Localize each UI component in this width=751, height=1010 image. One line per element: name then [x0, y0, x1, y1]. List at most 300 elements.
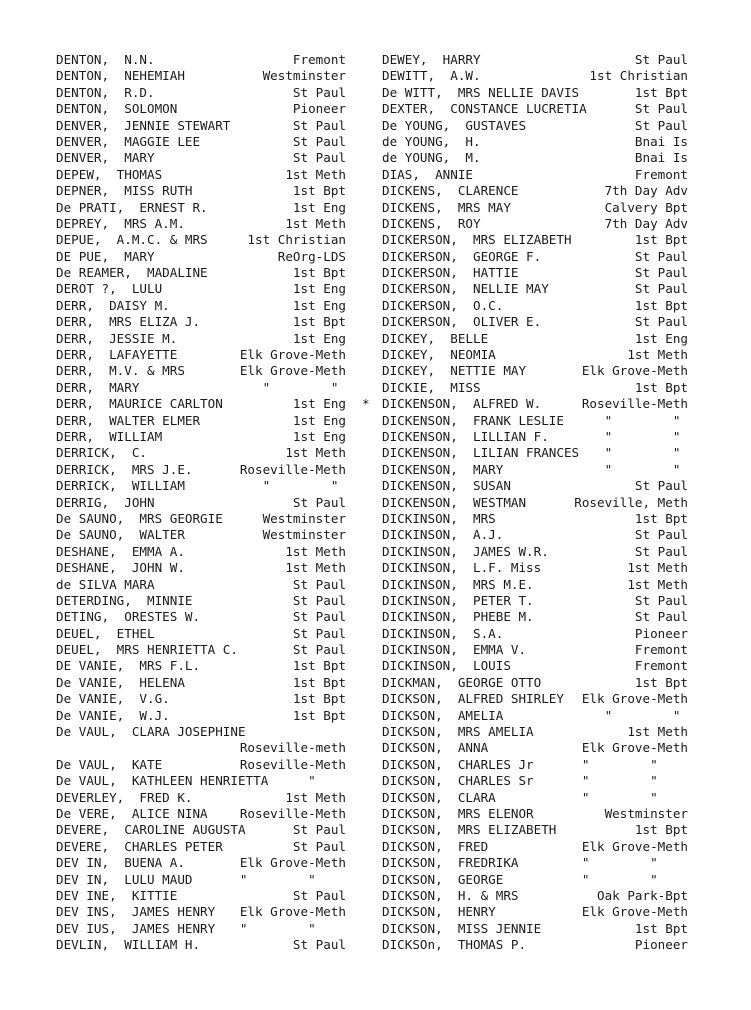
entry-name: DEPEW, THOMAS [56, 166, 163, 182]
directory-entry [382, 52, 688, 68]
directory-entry [56, 822, 346, 838]
entry-church: St Paul [634, 281, 688, 297]
directory-entry [56, 445, 346, 461]
entry-church: Elk Grove-Meth [581, 904, 688, 920]
entry-name: DEVLIN, WILLIAM H. [56, 937, 201, 953]
directory-entry [56, 544, 346, 560]
entry-church: Fremont [634, 658, 688, 674]
entry-church: 1st Bpt [292, 183, 346, 199]
entry-church: 1st Meth [285, 215, 346, 231]
directory-entry [56, 298, 346, 314]
entry-marker: * [362, 396, 370, 412]
directory-entry [382, 839, 688, 855]
directory-entry [382, 101, 688, 117]
entry-name: DEROT ?, LULU [56, 281, 163, 297]
entry-church: ReOrg-LDS [277, 248, 346, 264]
directory-entry [382, 593, 688, 609]
entry-church: Fremont [634, 642, 688, 658]
entry-church: Bnai Is [634, 150, 688, 166]
entry-name: DEV IN, BUENA A. [56, 855, 185, 871]
entry-church: " " [604, 707, 688, 723]
entry-church: " " [581, 756, 688, 772]
entry-name: De VAUL, KATHLEEN HENRIETTA [56, 773, 269, 789]
entry-name: DICKINSON, A.J. [382, 527, 504, 543]
entry-church: St Paul [292, 609, 346, 625]
entry-name: DICKENS, MRS MAY [382, 199, 511, 215]
entry-church: 1st Bpt [634, 510, 688, 526]
directory-entry [56, 216, 346, 232]
entry-name: DEWEY, HARRY [382, 52, 481, 67]
directory-entry [56, 118, 346, 134]
entry-church: 1st Bpt [634, 297, 688, 313]
directory-entry [382, 150, 688, 166]
directory-entry [382, 200, 688, 216]
directory-entry [382, 527, 688, 543]
entry-church: " " [604, 461, 688, 477]
entry-name: DICKSON, MISS JENNIE [382, 920, 542, 936]
directory-entry [56, 495, 346, 511]
entry-church: 1st Bpt [634, 822, 688, 838]
directory-entry [382, 609, 688, 625]
entry-name: DIAS, ANNIE [382, 166, 473, 182]
entry-church: Elk Grove-Meth [239, 347, 346, 363]
directory-entry [56, 560, 346, 576]
entry-church: St Paul [292, 887, 346, 903]
directory-entry [382, 249, 688, 265]
entry-name: DERR, MAURICE CARLTON [56, 396, 223, 412]
entry-church: Roseville-Meth [239, 805, 346, 821]
entry-name: DICKENSON, MARY [382, 461, 504, 477]
entry-church: 1st Bpt [292, 265, 346, 281]
entry-name: DICKSON, GEORGE [382, 871, 504, 887]
directory-entry [56, 527, 346, 543]
entry-name: De VAUL, KATE [56, 756, 163, 772]
entry-church: 1st Christian [247, 232, 346, 248]
directory-entry [382, 413, 688, 429]
entry-church: St Paul [292, 937, 346, 953]
entry-name: DICKENSON, LILLIAN F. [382, 428, 549, 444]
entry-church: " " [604, 445, 688, 461]
entry-church: Oak Park-Bpt [597, 887, 688, 903]
entry-church: Westminster [262, 68, 346, 84]
entry-name: DE PUE, MARY [56, 248, 155, 264]
directory-entry [56, 904, 346, 920]
entry-name: DICKSON, FREDRIKA [382, 855, 519, 871]
entry-name: DICKINSON, L.F. Miss [382, 560, 542, 576]
entry-church: 1st Meth [627, 724, 688, 740]
entry-name: DEUEL, MRS HENRIETTA C. [56, 642, 238, 658]
entry-name: DICKENSON, ALFRED W. [382, 396, 542, 412]
directory-entry [382, 167, 688, 183]
entry-name: DICKINSON, EMMA V. [382, 642, 527, 658]
directory-entry [56, 462, 346, 478]
entry-name: DERR, WALTER ELMER [56, 412, 201, 428]
entry-church: " " [262, 478, 346, 494]
entry-church: " " [581, 789, 688, 805]
entry-church: 1st Meth [285, 789, 346, 805]
directory-entry [382, 806, 688, 822]
directory-entry [56, 396, 346, 412]
directory-entry [56, 347, 346, 363]
directory-entry [382, 757, 688, 773]
entry-name: DICKERSON, O.C. [382, 297, 504, 313]
entry-name: DICKMAN, GEORGE OTTO [382, 674, 542, 690]
entry-church: 1st Bpt [634, 674, 688, 690]
directory-entry [56, 675, 346, 691]
entry-name: DICKSON, MRS ELIZABETH [382, 822, 557, 838]
directory-entry [382, 511, 688, 527]
entry-church: 1st Bpt [292, 707, 346, 723]
entry-name: DERR, LAFAYETTE [56, 347, 178, 363]
directory-entry [56, 52, 346, 68]
entry-church: Bnai Is [634, 133, 688, 149]
entry-name: DICKEY, NEOMIA [382, 347, 496, 363]
entry-church: Elk Grove-Meth [581, 691, 688, 707]
entry-name: DENTON, SOLOMON [56, 101, 178, 117]
entry-name: DEWITT, A.W. [382, 68, 481, 84]
entry-name: DICKSON, FRED [382, 838, 489, 854]
directory-entry [56, 921, 346, 937]
directory-entry [56, 609, 346, 625]
entry-church: 1st Eng [292, 412, 346, 428]
entry-church: " " [581, 855, 688, 871]
entry-name: DICKENSON, WESTMAN [382, 494, 527, 510]
directory-entry [56, 888, 346, 904]
entry-church: Roseville-Meth [581, 396, 688, 412]
entry-church: St Paul [292, 576, 346, 592]
directory-entry [56, 577, 346, 593]
directory-entry [56, 167, 346, 183]
entry-church: Roseville-meth [239, 740, 346, 756]
directory-entry [362, 396, 688, 412]
entry-name: DICKSON, CLARA [382, 789, 496, 805]
entry-name: DESHANE, JOHN W. [56, 560, 185, 576]
directory-entry [56, 757, 346, 773]
entry-name: de YOUNG, M. [382, 150, 481, 166]
directory-entry [56, 724, 346, 740]
directory-entry [382, 822, 688, 838]
entry-name: DESHANE, EMMA A. [56, 543, 185, 559]
entry-name: DENTON, N.N. [56, 52, 155, 67]
entry-name: DICKENSON, LILIAN FRANCES [382, 445, 580, 461]
directory-entry [56, 691, 346, 707]
directory-entry [56, 232, 346, 248]
directory-entry [56, 872, 346, 888]
directory-entry [56, 183, 346, 199]
directory-entry [56, 314, 346, 330]
entry-church: Elk Grove-Meth [581, 363, 688, 379]
entry-church: 1st Eng [292, 428, 346, 444]
entry-church: 7th Day Adv [604, 183, 688, 199]
entry-name: DICKINSON, JAMES W.R. [382, 543, 549, 559]
entry-name: DEV IUS, JAMES HENRY [56, 920, 216, 936]
entry-church: St Paul [634, 592, 688, 608]
entry-name: De VERE, ALICE NINA [56, 805, 208, 821]
directory-entry [382, 937, 688, 953]
entry-church: 1st Meth [285, 166, 346, 182]
entry-name: DICKINSON, LOUIS [382, 658, 511, 674]
entry-name: DEUEL, ETHEL [56, 625, 155, 641]
entry-church: 1st Bpt [634, 920, 688, 936]
directory-entry [56, 413, 346, 429]
entry-name: DICKSON, ALFRED SHIRLEY [382, 691, 564, 707]
entry-church: St Paul [292, 133, 346, 149]
directory-entry [56, 790, 346, 806]
entry-name: de YOUNG, H. [382, 133, 481, 149]
entry-church: " " [262, 379, 346, 395]
entry-name: De VANIE, W.J. [56, 707, 170, 723]
directory-entry [382, 626, 688, 642]
entry-name: DEV INS, JAMES HENRY [56, 904, 216, 920]
directory-entry [382, 888, 688, 904]
entry-church: 1st Bpt [292, 691, 346, 707]
entry-name: DICKENS, ROY [382, 215, 481, 231]
entry-church: Roseville-Meth [239, 756, 346, 772]
directory-entry [382, 429, 688, 445]
entry-church: 1st Bpt [634, 84, 688, 100]
entry-name: DICKSON, MRS ELENOR [382, 805, 534, 821]
left-column [56, 52, 346, 953]
directory-entry [56, 855, 346, 871]
directory-entry [56, 150, 346, 166]
directory-entry [382, 790, 688, 806]
entry-church: " " [581, 773, 688, 789]
directory-entry [382, 478, 688, 494]
directory-entry [382, 495, 688, 511]
right-column [362, 52, 688, 953]
entry-church: 1st Eng [634, 330, 688, 346]
entry-name: DEXTER, CONSTANCE LUCRETIA [382, 101, 587, 117]
entry-church: St Paul [292, 494, 346, 510]
entry-name: DERRICK, MRS J.E. [56, 461, 193, 477]
directory-entry [56, 708, 346, 724]
entry-name: De VAUL, CLARA JOSEPHINE [56, 724, 246, 740]
entry-church: 1st Bpt [292, 314, 346, 330]
directory-entry [382, 544, 688, 560]
entry-church: St Paul [634, 117, 688, 133]
entry-name: De REAMER, MADALINE [56, 265, 208, 281]
entry-name: DERR, M.V. & MRS [56, 363, 185, 379]
entry-church: St Paul [634, 314, 688, 330]
directory-entry [382, 298, 688, 314]
entry-name: DENTON, R.D. [56, 84, 155, 100]
entry-name: DEV INE, KITTIE [56, 887, 178, 903]
directory-entry [382, 691, 688, 707]
entry-church: 1st Eng [292, 199, 346, 215]
directory-entry [382, 773, 688, 789]
directory-entry [56, 773, 346, 789]
entry-name: DENVER, MAGGIE LEE [56, 133, 201, 149]
entry-name: De SAUNO, MRS GEORGIE [56, 510, 223, 526]
entry-church: Elk Grove-Meth [581, 740, 688, 756]
directory-entry [56, 85, 346, 101]
entry-name: DICKSOn, THOMAS P. [382, 937, 527, 953]
entry-name: De PRATI, ERNEST R. [56, 199, 208, 215]
entry-church: St Paul [634, 52, 688, 67]
directory-entry [56, 101, 346, 117]
entry-name: DERR, MRS ELIZA J. [56, 314, 201, 330]
entry-name: DEPREY, MRS A.M. [56, 215, 185, 231]
directory-entry [56, 593, 346, 609]
entry-name: DICKERSON, NELLIE MAY [382, 281, 549, 297]
entry-church: St Paul [292, 592, 346, 608]
entry-church: St Paul [292, 625, 346, 641]
directory-entry [382, 314, 688, 330]
entry-name: DERRIG, JOHN [56, 494, 155, 510]
entry-name: DERRICK, C. [56, 445, 147, 461]
entry-church: Calvery Bpt [604, 199, 688, 215]
entry-name: DICKSON, CHARLES Sr [382, 773, 534, 789]
entry-church: Elk Grove-Meth [239, 363, 346, 379]
directory-entry [56, 265, 346, 281]
directory-entry [56, 626, 346, 642]
entry-church: St Paul [634, 101, 688, 117]
directory-entry [382, 445, 688, 461]
entry-name: DERR, WILLIAM [56, 428, 163, 444]
directory-entry [382, 675, 688, 691]
directory-entry [56, 281, 346, 297]
entry-church: 1st Meth [285, 543, 346, 559]
entry-church: 1st Meth [627, 347, 688, 363]
directory-entry [382, 380, 688, 396]
entry-church: " " [239, 920, 346, 936]
entry-name: DENVER, MARY [56, 150, 155, 166]
entry-church: St Paul [634, 543, 688, 559]
entry-name: De WITT, MRS NELLIE DAVIS [382, 84, 580, 100]
directory-entry [382, 462, 688, 478]
entry-name: DICKERSON, HATTIE [382, 265, 519, 281]
directory-entry [382, 281, 688, 297]
directory-entry [56, 806, 346, 822]
entry-church: Elk Grove-Meth [239, 855, 346, 871]
entry-name: DICKSON, HENRY [382, 904, 496, 920]
directory-entry [382, 85, 688, 101]
entry-name: DENTON, NEHEMIAH [56, 68, 185, 84]
entry-church: 1st Bpt [292, 658, 346, 674]
entry-church: St Paul [292, 838, 346, 854]
directory-entry [382, 331, 688, 347]
entry-church: St Paul [292, 822, 346, 838]
entry-name: DICKIE, MISS [382, 379, 481, 395]
entry-name: DERRICK, WILLIAM [56, 478, 185, 494]
directory-entry [56, 68, 346, 84]
directory-entry [56, 363, 346, 379]
directory-entry [382, 118, 688, 134]
entry-church: " " [239, 871, 346, 887]
directory-entry [382, 183, 688, 199]
entry-church: St Paul [292, 642, 346, 658]
entry-church: 1st Christian [589, 68, 688, 84]
entry-name: De VANIE, V.G. [56, 691, 170, 707]
entry-church: St Paul [634, 527, 688, 543]
entry-church: St Paul [634, 265, 688, 281]
entry-church: Fremont [292, 52, 346, 67]
directory-entry [382, 265, 688, 281]
directory-entry [56, 937, 346, 953]
entry-name: De YOUNG, GUSTAVES [382, 117, 527, 133]
entry-church: Elk Grove-Meth [239, 904, 346, 920]
directory-entry [382, 232, 688, 248]
entry-church: " [308, 773, 346, 789]
entry-name: DICKINSON, MRS [382, 510, 496, 526]
directory-entry [56, 839, 346, 855]
entry-church: Pioneer [634, 937, 688, 953]
directory-entry [56, 134, 346, 150]
directory-entry [382, 855, 688, 871]
entry-name: DICKINSON, MRS M.E. [382, 576, 534, 592]
entry-church: Westminster [262, 510, 346, 526]
directory-entry [56, 380, 346, 396]
entry-church: St Paul [634, 248, 688, 264]
entry-name: DICKENSON, SUSAN [382, 478, 511, 494]
entry-name: DICKENSON, FRANK LESLIE [382, 412, 564, 428]
directory-entry [56, 658, 346, 674]
entry-church: Westminster [262, 527, 346, 543]
entry-name: DICKERSON, OLIVER E. [382, 314, 542, 330]
entry-church: 1st Meth [285, 445, 346, 461]
entry-name: DE VANIE, MRS F.L. [56, 658, 201, 674]
entry-church: 1st Eng [292, 396, 346, 412]
entry-church: " " [604, 428, 688, 444]
entry-church: " " [604, 412, 688, 428]
entry-church: Westminster [604, 805, 688, 821]
entry-name: DEPUE, A.M.C. & MRS [56, 232, 208, 248]
entry-church: 1st Bpt [634, 232, 688, 248]
entry-church: Elk Grove-Meth [581, 838, 688, 854]
directory-entry [382, 134, 688, 150]
directory-entry [382, 708, 688, 724]
directory-entry [382, 872, 688, 888]
entry-church: Pioneer [634, 625, 688, 641]
entry-church: St Paul [292, 84, 346, 100]
entry-church: 1st Eng [292, 297, 346, 313]
entry-name: DENVER, JENNIE STEWART [56, 117, 231, 133]
entry-church: St Paul [292, 117, 346, 133]
entry-name: de SILVA MARA [56, 576, 155, 592]
entry-church: Roseville, Meth [574, 494, 688, 510]
entry-church: " " [581, 871, 688, 887]
entry-name: DICKINSON, S.A. [382, 625, 504, 641]
entry-name: DICKINSON, PETER T. [382, 592, 534, 608]
directory-entry [56, 740, 346, 756]
entry-name: DICKSON, CHARLES Jr [382, 756, 534, 772]
directory-entry [382, 68, 688, 84]
entry-name: DERR, DAISY M. [56, 297, 170, 313]
entry-name: DICKSON, AMELIA [382, 707, 504, 723]
entry-name: DERR, MARY [56, 379, 140, 395]
entry-name: DICKERSON, GEORGE F. [382, 248, 542, 264]
directory-entry [382, 904, 688, 920]
directory-entry [56, 249, 346, 265]
entry-name: DEVERLEY, FRED K. [56, 789, 193, 805]
entry-church: Pioneer [292, 101, 346, 117]
entry-church: 1st Meth [285, 560, 346, 576]
directory-entry [56, 478, 346, 494]
directory-entry [382, 363, 688, 379]
directory-entry [56, 511, 346, 527]
entry-church: St Paul [292, 150, 346, 166]
entry-name: DEVERE, CHARLES PETER [56, 838, 223, 854]
entry-name: DICKSON, H. & MRS [382, 887, 519, 903]
entry-church: St Paul [634, 478, 688, 494]
entry-name: De SAUNO, WALTER [56, 527, 185, 543]
directory-entry [382, 658, 688, 674]
directory-entry [382, 577, 688, 593]
entry-name: DEPNER, MISS RUTH [56, 183, 193, 199]
entry-name: DEVERE, CAROLINE AUGUSTA [56, 822, 246, 838]
directory-entry [382, 724, 688, 740]
entry-church: 7th Day Adv [604, 215, 688, 231]
